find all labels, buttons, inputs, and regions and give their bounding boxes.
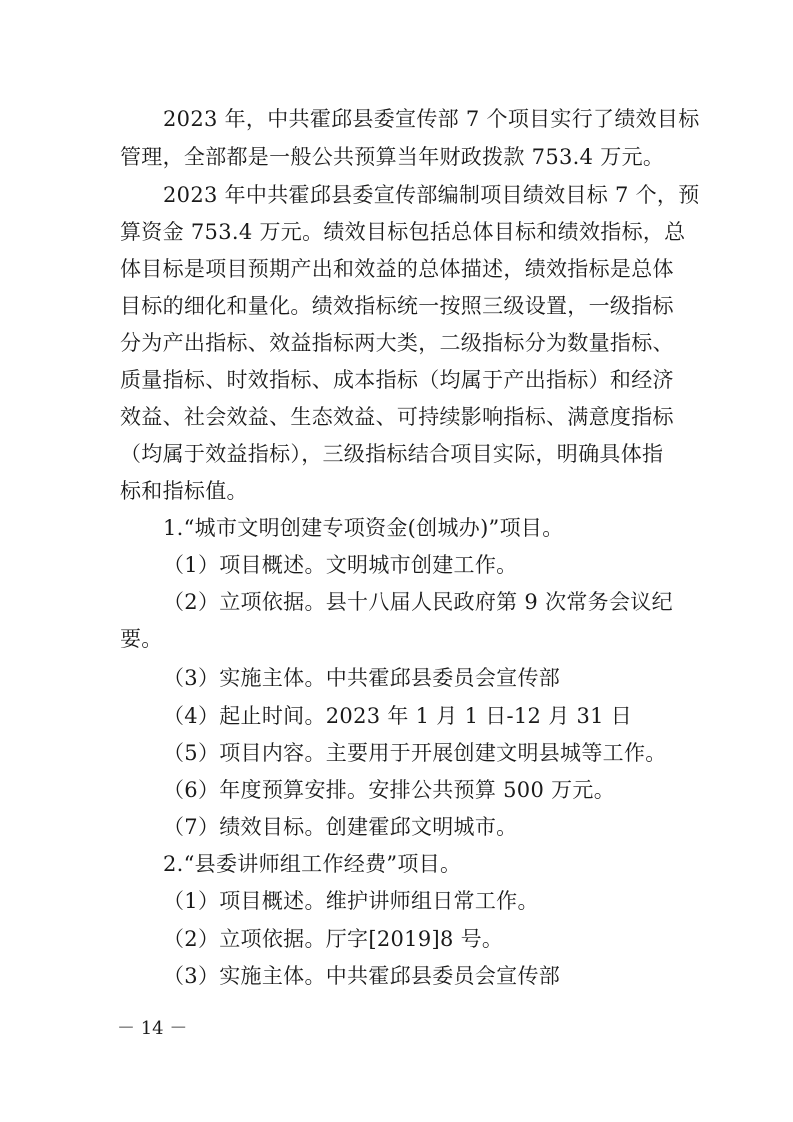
page-number: － 14 － [117, 1018, 188, 1039]
text-line: （6）年度预算安排。安排公共预算 500 万元。 [163, 778, 615, 802]
text-line: （3）实施主体。中共霍邱县委员会宣传部 [163, 666, 561, 690]
text-line: （1）项目概述。维护讲师组日常工作。 [163, 889, 539, 913]
text-line: 1.“城市文明创建专项资金(创城办)”项目。 [163, 516, 564, 540]
text-line: 管理，全部都是一般公共预算当年财政拨款 753.4 万元。 [120, 145, 665, 169]
text-line: 2023 年中共霍邱县委宣传部编制项目绩效目标 7 个，预 [163, 183, 700, 207]
text-line: （均属于效益指标），三级指标结合项目实际，明确具体指 [120, 442, 664, 466]
text-line: （3）实施主体。中共霍邱县委员会宣传部 [163, 964, 561, 988]
text-line: 目标的细化和量化。绩效指标统一按照三级设置，一级指标 [120, 294, 674, 318]
text-line: （7）绩效目标。创建霍邱文明城市。 [163, 815, 518, 839]
text-line: （5）项目内容。主要用于开展创建文明县城等工作。 [163, 741, 667, 765]
text-line: （2）立项依据。厅字[2019]8 号。 [163, 927, 504, 951]
text-line: 质量指标、时效指标、成本指标（均属于产出指标）和经济 [120, 368, 674, 392]
text-line: 标和指标值。 [120, 479, 248, 503]
text-line: 效益、社会效益、生态效益、可持续影响指标、满意度指标 [120, 405, 674, 429]
text-line: （1）项目概述。文明城市创建工作。 [163, 553, 518, 577]
text-line: 分为产出指标、效益指标两大类，二级指标分为数量指标、 [120, 331, 674, 355]
text-line: 要。 [120, 627, 163, 651]
text-line: 2023 年，中共霍邱县委宣传部 7 个项目实行了绩效目标 [163, 107, 700, 131]
text-line: 2.“县委讲师组工作经费”项目。 [163, 852, 462, 876]
text-line: 算资金 753.4 万元。绩效目标包括总体目标和绩效指标，总 [120, 220, 686, 244]
text-line: （2）立项依据。县十八届人民政府第 9 次常务会议纪 [163, 590, 673, 614]
text-line: （4）起止时间。2023 年 1 月 1 日-12 月 31 日 [163, 704, 633, 728]
text-line: 体目标是项目预期产出和效益的总体描述，绩效指标是总体 [120, 257, 674, 281]
